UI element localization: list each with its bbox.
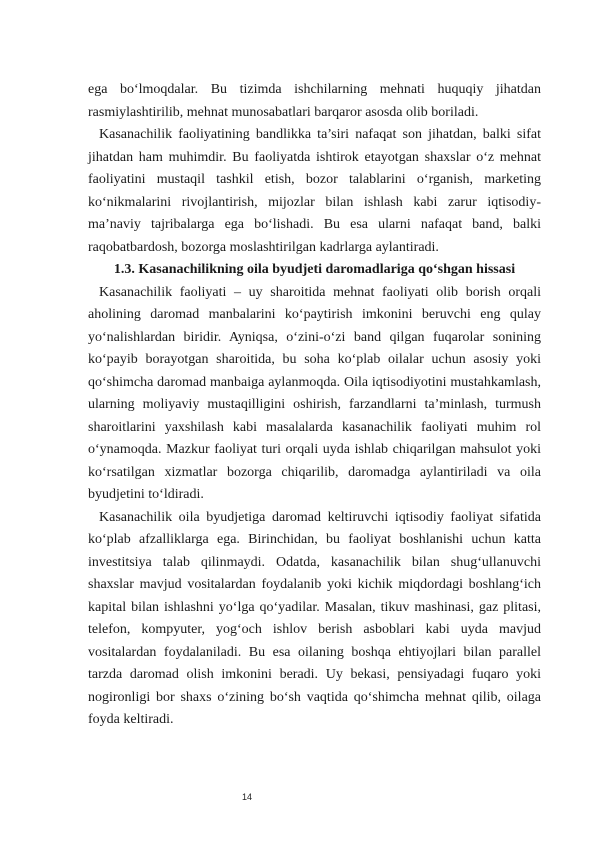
page-number: 14 [242,792,253,802]
paragraph-continuation: ega bo‘lmoqdalar. Bu tizimda ishchilarning mehnati huquqiy jihatdan rasmiylashtirilib, mehnat munosabatlari barqaror asosda olib boriladi. [88,82,541,120]
paragraph-income-sources: Kasanachilik faoliyati – uy sharoitida mehnat faoliyati olib borish orqali aholining daromad manbalarini ko‘paytirish imkonini beruvchi eng qulay yo‘nalishlardan biridir. Ayniqsa, o‘zini-o‘zi band qilgan fuqarolar sonining ko‘payib borayotgan sharoitida, bu soha ko‘plab oilalar uchun asosiy yoki qo‘shimcha daromad manbaiga aylanmoqda. Oila iqtisodiyotini mustahkamlash, ularning moliyaviy mustaqilligini oshirish, farzandlarni ta’minlash, turmush sharoitlarini yaxshilash kabi masalalarda kasanachilik faoliyati muhim rol o‘ynamoqda. Mazkur faoliyat turi orqali uyda ishlab chiqarilgan mahsulot yoki ko‘rsatilgan xizmatlar bozorga chiqarilib, daromadga aylantiriladi va oila byudjetini to‘ldiradi. [88,284,541,502]
paragraph-advantages: Kasanachilik oila byudjetiga daromad keltiruvchi iqtisodiy faoliyat sifatida ko‘plab afzalliklarga ega. Birinchidan, bu faoliyat boshlanishi uchun katta investitsiya talab qilinmaydi. Odatda, kasanachilik bilan shug‘ullanuvchi shaxslar mavjud vositalardan foydalanib yoki kichik miqdordagi boshlang‘ich kapital bilan ishlashni yo‘lga qo‘yadilar. Masalan, tikuv mashinasi, gaz plitasi, telefon, kompyuter, yog‘och ishlov berish asboblari kabi uyda mavjud vositalardan foydalaniladi. Bu esa oilaning boshqa ehtiyojlari bilan parallel tarzda daromad olish imkonini beradi. Uy bekasi, pensiyadagi fuqaro yoki nogironligi bor shaxs o‘zining bo‘sh vaqtida qo‘shimcha mehnat qilib, oilaga foyda keltiradi. [88,509,541,727]
paragraph-employment-impact: Kasanachilik faoliyatining bandlikka ta’siri nafaqat son jihatdan, balki sifat jihatdan ham muhimdir. Bu faoliyatda ishtirok etayotgan shaxslar o‘z mehnat faoliyatini mustaqil tashkil etish, bozor talablarini o‘rganish, marketing ko‘nikmalarini rivojlantirish, mijozlar bilan ishlash kabi zarur iqtisodiy-ma’naviy tajribalarga ega bo‘lishadi. Bu esa ularni nafaqat band, balki raqobatbardosh, bozorga moslashtirilgan kadrlarga aylantiradi. [88,127,541,255]
document-page [88,79,541,732]
section-heading: 1.3. Kasanachilikning oila byudjeti daromadlariga qo‘shgan hissasi [113,262,516,277]
